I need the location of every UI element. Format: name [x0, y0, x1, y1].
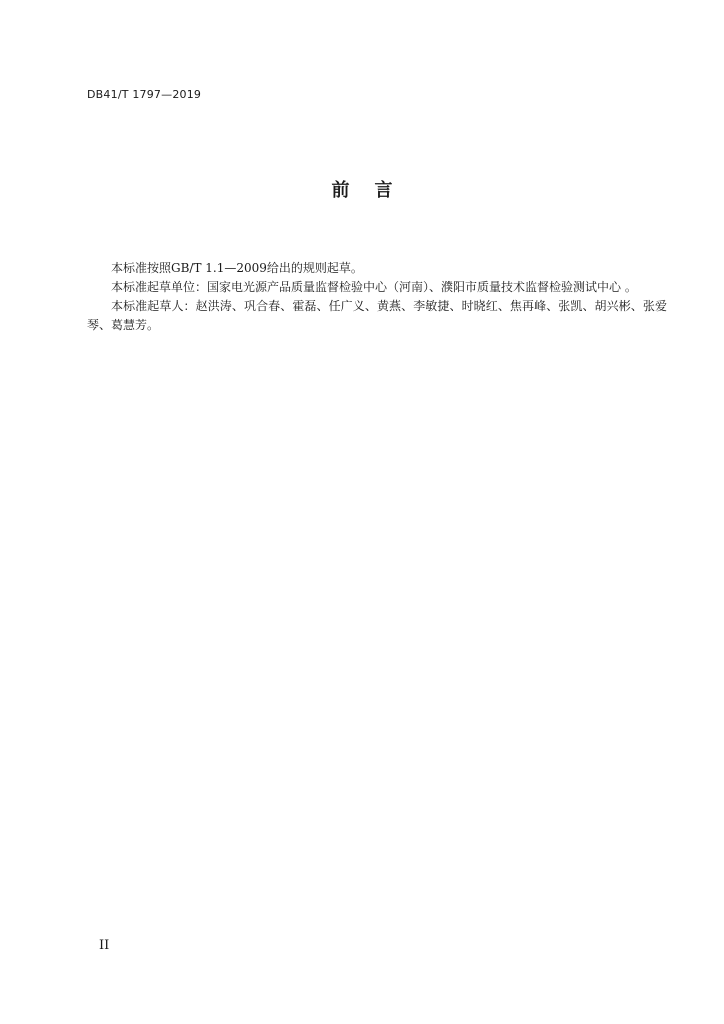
document-code-header: DB41/T 1797—2019: [87, 88, 202, 101]
section-title: 前 言: [331, 180, 393, 201]
paragraph-drafters: 本标准起草人：赵洪涛、巩合春、霍磊、任广义、黄燕、李敏捷、时晓红、焦再峰、张凯、胡兴彬、张爱琴、葛慧芳。: [87, 299, 667, 332]
paragraph-drafting-rules: 本标准按照GB/T 1.1—2009给出的规则起草。: [111, 261, 363, 275]
foreword-body: [87, 259, 667, 335]
page-number: II: [99, 938, 110, 953]
paragraph-drafting-units: 本标准起草单位：国家电光源产品质量监督检验中心（河南）、濮阳市质量技术监督检验测试中心 。: [111, 280, 637, 294]
